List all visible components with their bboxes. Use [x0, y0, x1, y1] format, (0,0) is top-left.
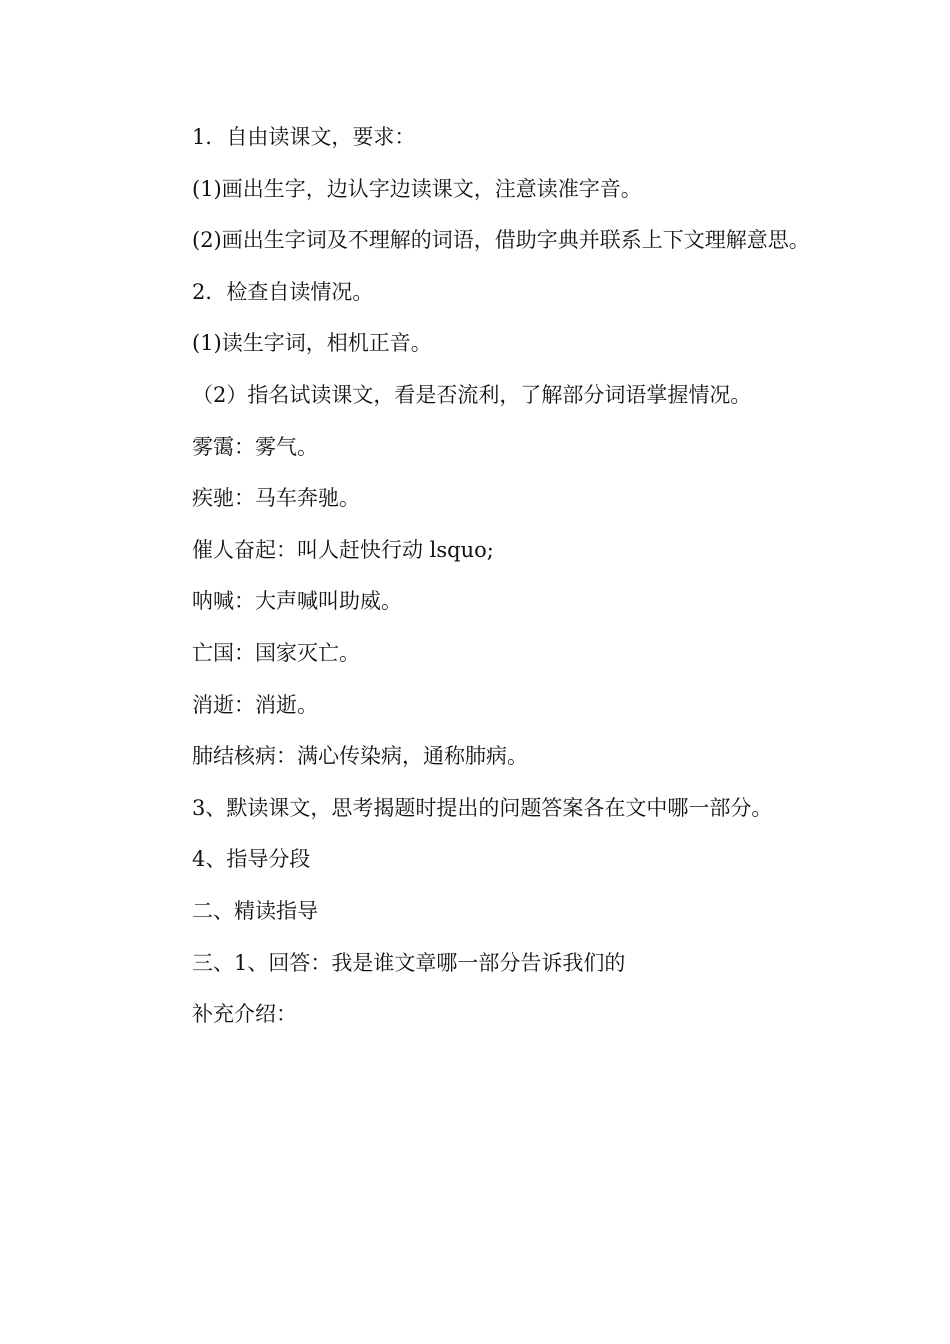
paragraph-check-reading: 2．检查自读情况。 — [192, 279, 374, 304]
document-body — [150, 112, 810, 1041]
vocab-item: 肺结核病：满心传染病，通称肺病。 — [192, 744, 528, 769]
paragraph-silent-reading: 3、默读课文，思考揭题时提出的问题答案各在文中哪一部分。 — [192, 795, 773, 820]
vocab-item: 消逝：消逝。 — [192, 692, 318, 717]
paragraph-mark-new-words: (2)画出生字词及不理解的词语，借助字典并联系上下文理解意思。 — [192, 228, 810, 253]
paragraph-mark-new-characters: (1)画出生字，边认字边读课文，注意读准字音。 — [192, 176, 642, 201]
paragraph-supplement: 补充介绍： — [192, 1002, 297, 1027]
vocab-item: 催人奋起：叫人赶快行动 lsquo; — [192, 537, 494, 562]
paragraph-answer: 三、1、回答：我是谁文章哪一部分告诉我们的 — [192, 950, 626, 975]
paragraph-read-words: (1)读生字词，相机正音。 — [192, 331, 432, 356]
paragraph-sectioning: 4、指导分段 — [192, 847, 311, 872]
paragraph-free-reading: 1．自由读课文，要求： — [192, 125, 416, 149]
section-heading-intensive-reading: 二、精读指导 — [192, 898, 318, 923]
vocab-item: 呐喊：大声喊叫助威。 — [192, 589, 402, 614]
paragraph-trial-reading: （2）指名试读课文，看是否流利，了解部分词语掌握情况。 — [192, 382, 752, 407]
vocab-item: 亡国：国家灭亡。 — [192, 640, 360, 665]
vocab-item: 疾驰：马车奔驰。 — [192, 486, 360, 511]
vocab-item: 雾霭：雾气。 — [192, 434, 318, 459]
